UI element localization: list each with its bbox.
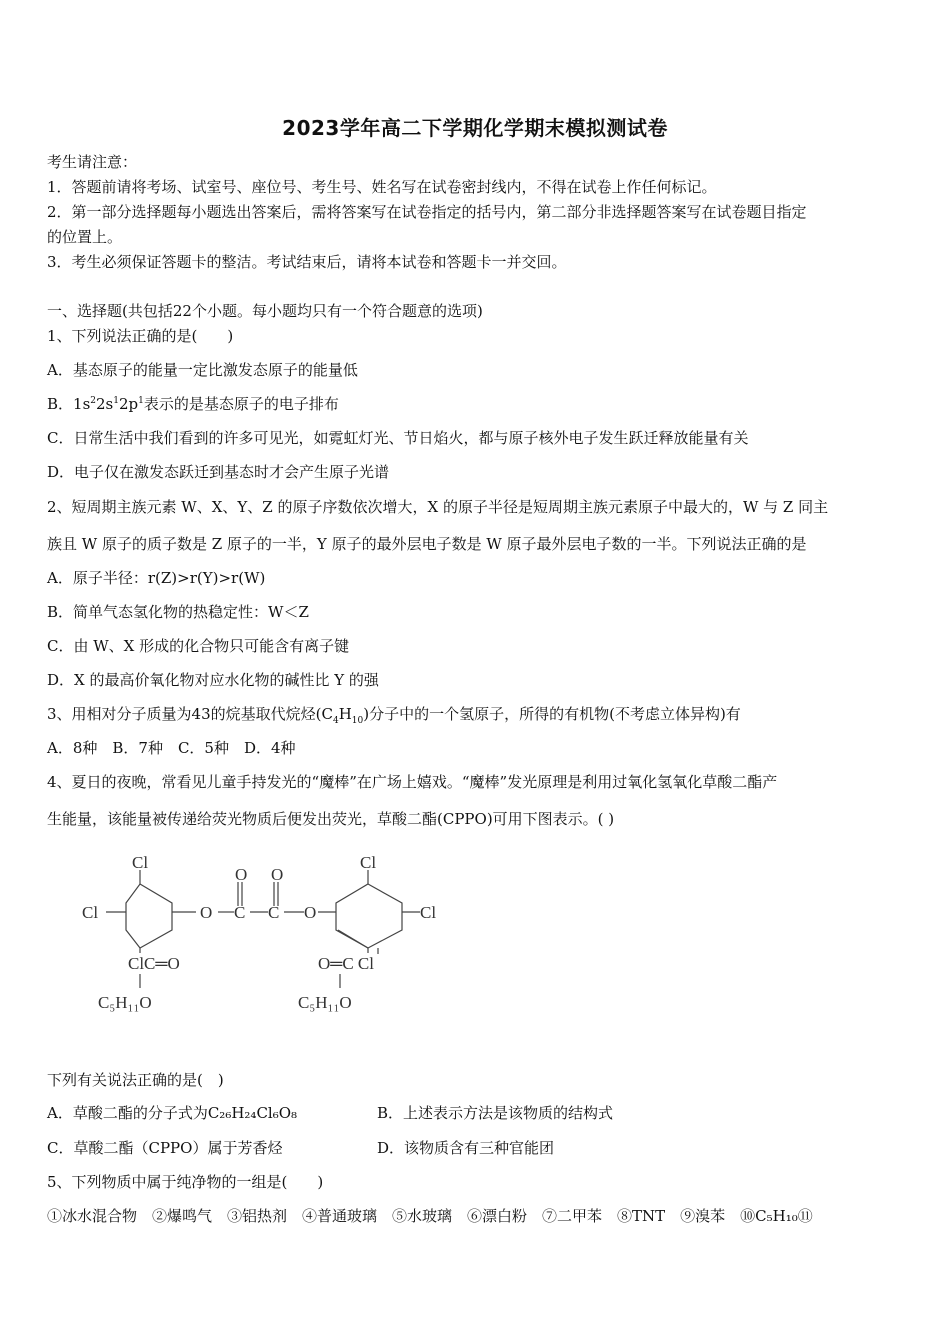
- exam-title: 2023学年高二下学期化学期末模拟测试卷: [282, 116, 668, 140]
- q4-option-a: A．草酸二酯的分子式为C₂₆H₂₄Cl₆O₈: [47, 1104, 298, 1122]
- right-ester-group: C₅H₁₁O: [298, 993, 352, 1012]
- q4-option-b: B．上述表示方法是该物质的结构式: [377, 1104, 614, 1122]
- q2-stem-1: 2、短周期主族元素 W、X、Y、Z 的原子序数依次增大，X 的原子半径是短周期主族元素原子中最大的，W 与 Z 同主: [47, 498, 829, 516]
- q5-stem: 5、下列物质中属于纯净物的一组是( ): [47, 1173, 324, 1191]
- notice-item-1: 1．答题前请将考场、试室号、座位号、考生号、姓名写在试卷密封线内，不得在试卷上作任何标记。: [47, 178, 717, 196]
- q4-stem-1: 4、夏日的夜晚，常看见儿童手持发光的“魔棒”在广场上嬉戏。“魔棒”发光原理是利用过氧化氢氧化草酸二酯产: [47, 773, 778, 791]
- carbon-2: C: [268, 903, 280, 922]
- q5-items: ①冰水混合物 ②爆鸣气 ③铝热剂 ④普通玻璃 ⑤水玻璃 ⑥漂白粉 ⑦二甲苯 ⑧TNT ⑨溴苯 ⑩C₅H₁₀⑪: [47, 1207, 813, 1225]
- q2-option-a: A．原子半径：r(Z)>r(Y)>r(W): [47, 569, 266, 587]
- q3-options: A．8种 B．7种 C．5种 D．4种: [47, 739, 296, 757]
- q1-option-d: D．电子仅在激发态跃迁到基态时才会产生原子光谱: [47, 463, 390, 481]
- q2-option-d: D．X 的最高价氧化物对应水化物的碱性比 Y 的强: [47, 671, 379, 689]
- q2-option-c: C．由 W、X 形成的化合物只可能含有离子键: [47, 637, 350, 655]
- right-benzene-ring: [336, 884, 402, 948]
- right-ester-carbonyl: O═C Cl: [318, 954, 374, 973]
- q4-sub-stem: 下列有关说法正确的是( ): [47, 1071, 224, 1089]
- o-carbonyl-2: O: [271, 865, 284, 884]
- cl-top-right: Cl: [360, 853, 377, 872]
- cl-top-left: Cl: [132, 853, 149, 872]
- notice-item-2: 2．第一部分选择题每小题选出答案后，需将答案写在试卷指定的括号内，第二部分非选择题答案写在试卷题目指定: [47, 203, 807, 221]
- cl-right: Cl: [420, 903, 437, 922]
- q4-stem-2: 生能量，该能量被传递给荧光物质后便发出荧光，草酸二酯(CPPO)可用下图表示。( ): [47, 810, 615, 828]
- notice-item-2-cont: 的位置上。: [47, 228, 123, 246]
- q1-option-a: A．基态原子的能量一定比激发态原子的能量低: [47, 361, 358, 379]
- q1-stem: 1、下列说法正确的是( ): [47, 327, 234, 345]
- o-carbonyl-1: O: [235, 865, 248, 884]
- q2-option-b: B．简单气态氢化物的热稳定性：W＜Z: [47, 603, 309, 621]
- o-link-2: O: [304, 903, 317, 922]
- cppo-structure-diagram: [78, 848, 448, 1023]
- notice-item-3: 3．考生必须保证答题卡的整洁。考试结束后，请将本试卷和答题卡一并交回。: [47, 253, 567, 271]
- q1-b-formula: $1s^22s^12p^1$: [73, 395, 144, 413]
- q4-option-c: C．草酸二酯（CPPO）属于芳香烃: [47, 1139, 283, 1157]
- cl-left: Cl: [82, 903, 99, 922]
- o-link-1: O: [200, 903, 213, 922]
- left-ester-carbonyl: ClC═O: [128, 954, 180, 973]
- q1-option-c: C．日常生活中我们看到的许多可见光，如霓虹灯光、节日焰火，都与原子核外电子发生跃迁释放能量有关: [47, 429, 749, 447]
- notice-heading: 考生请注意：: [47, 153, 138, 171]
- q1-b-suffix: 表示的是基态原子的电子排布: [143, 395, 339, 413]
- q2-stem-2: 族且 W 原子的质子数是 Z 原子的一半，Y 原子的最外层电子数是 W 原子最外层电子数的一半。下列说法正确的是: [47, 535, 807, 553]
- q4-option-d: D．该物质含有三种官能团: [377, 1139, 555, 1157]
- section-heading: 一、选择题(共包括22个小题。每小题均只有一个符合题意的选项): [47, 302, 483, 320]
- q1-b-prefix: B．: [47, 395, 74, 413]
- q1-option-b: [47, 394, 339, 414]
- left-ester-group: C₅H₁₁O: [98, 993, 152, 1012]
- left-benzene-ring: [126, 884, 172, 948]
- carbon-1: C: [234, 903, 246, 922]
- q3-stem: 3、用相对分子质量为43的烷基取代烷烃$(C_4H_{10})$分子中的一个氢原子，所得的有机物(不考虑立体异构)有: [47, 705, 741, 726]
